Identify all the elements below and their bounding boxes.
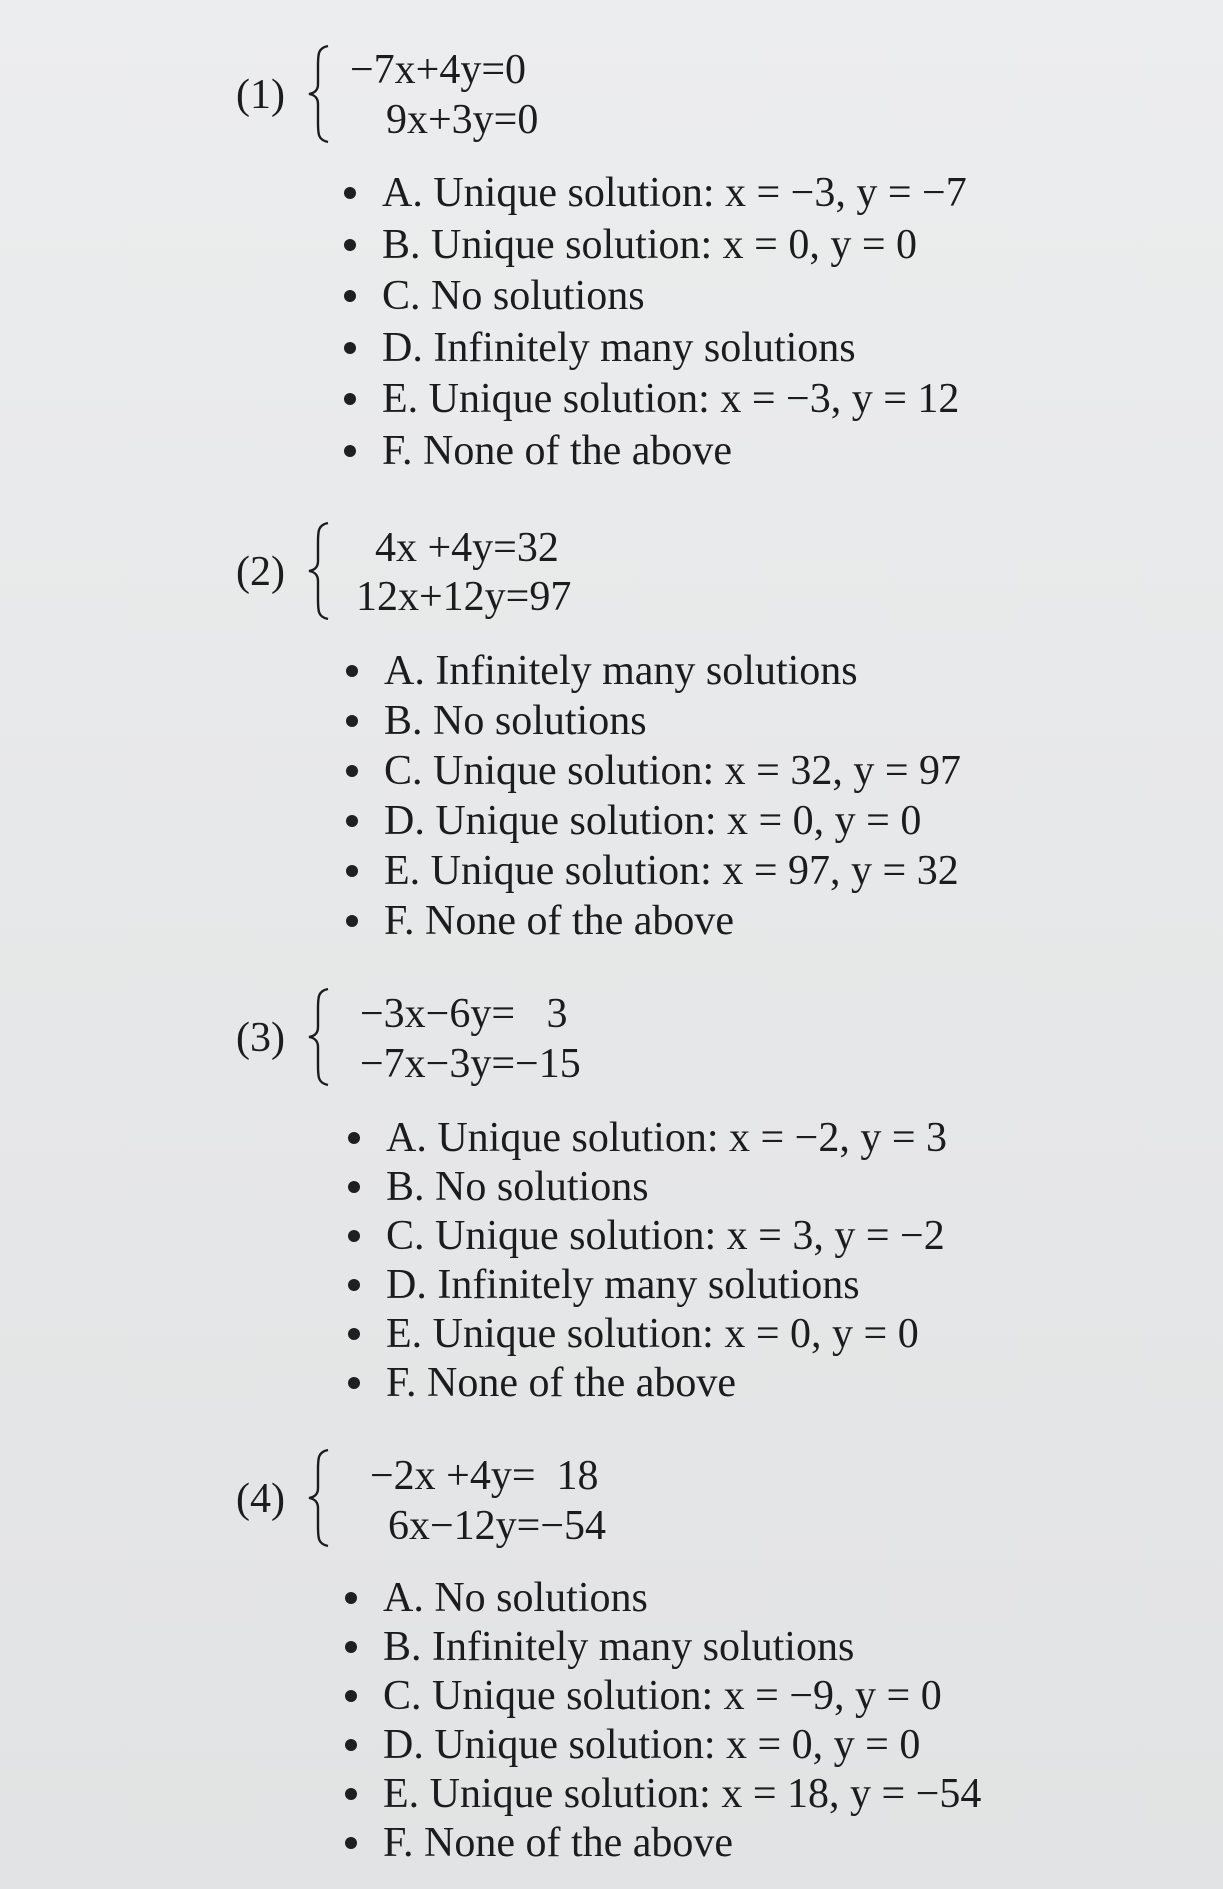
bullet-icon (345, 1641, 357, 1653)
bullet-icon (346, 715, 358, 727)
option-label: A. Unique solution: x = −3, y = −7 (382, 170, 967, 216)
bullet-icon (348, 1377, 360, 1389)
option-label: B. No solutions (386, 1164, 649, 1210)
equation-2: 12x+12y=97 (356, 574, 572, 620)
bullet-icon (348, 1181, 360, 1193)
option-label: D. Unique solution: x = 0, y = 0 (383, 1722, 921, 1768)
left-brace-icon (306, 521, 332, 621)
bullet-icon (345, 1592, 357, 1604)
bullet-icon (346, 765, 358, 777)
bullet-icon (344, 187, 356, 199)
bullet-icon (346, 665, 358, 677)
option-label: E. Unique solution: x = 0, y = 0 (386, 1311, 919, 1357)
bullet-icon (344, 239, 356, 251)
option-label: F. None of the above (386, 1360, 737, 1406)
problem-number: (2) (236, 549, 285, 595)
equation-1: −7x+4y=0 (350, 47, 527, 93)
option-label: B. Infinitely many solutions (383, 1624, 855, 1670)
option-label: F. None of the above (382, 428, 733, 474)
option-label: D. Infinitely many solutions (382, 325, 856, 371)
bullet-icon (346, 865, 358, 877)
left-brace-icon (306, 987, 332, 1087)
option-label: C. Unique solution: x = −9, y = 0 (383, 1673, 942, 1719)
bullet-icon (344, 445, 356, 457)
equation-2: 9x+3y=0 (386, 97, 539, 143)
bullet-icon (348, 1132, 360, 1144)
bullet-icon (345, 1837, 357, 1849)
bullet-icon (348, 1230, 360, 1242)
option-label: C. Unique solution: x = 32, y = 97 (384, 748, 962, 794)
bullet-icon (346, 815, 358, 827)
option-label: F. None of the above (384, 898, 735, 944)
equation-1: −2x +4y= 18 (370, 1453, 599, 1499)
bullet-icon (348, 1328, 360, 1340)
bullet-icon (344, 290, 356, 302)
option-label: E. Unique solution: x = −3, y = 12 (382, 376, 960, 422)
bullet-icon (345, 1739, 357, 1751)
bullet-icon (348, 1279, 360, 1291)
equation-2: −7x−3y=−15 (360, 1041, 581, 1087)
left-brace-icon (306, 44, 332, 144)
option-label: D. Unique solution: x = 0, y = 0 (384, 798, 922, 844)
bullet-icon (344, 393, 356, 405)
bullet-icon (345, 1690, 357, 1702)
equation-1: 4x +4y=32 (375, 525, 559, 571)
option-label: F. None of the above (383, 1820, 734, 1866)
option-label: A. Infinitely many solutions (384, 648, 858, 694)
option-label: E. Unique solution: x = 97, y = 32 (384, 848, 959, 894)
bullet-icon (346, 915, 358, 927)
bullet-icon (345, 1788, 357, 1800)
problem-number: (4) (236, 1476, 285, 1522)
option-label: C. No solutions (382, 273, 645, 319)
option-label: A. Unique solution: x = −2, y = 3 (386, 1115, 948, 1161)
option-label: E. Unique solution: x = 18, y = −54 (383, 1771, 982, 1817)
problem-number: (3) (236, 1015, 285, 1061)
equation-2: 6x−12y=−54 (388, 1503, 607, 1549)
option-label: D. Infinitely many solutions (386, 1262, 860, 1308)
left-brace-icon (306, 1448, 332, 1548)
option-label: C. Unique solution: x = 3, y = −2 (386, 1213, 945, 1259)
option-label: A. No solutions (383, 1575, 648, 1621)
equation-1: −3x−6y= 3 (360, 991, 568, 1037)
problem-number: (1) (236, 72, 285, 118)
option-label: B. Unique solution: x = 0, y = 0 (382, 222, 918, 268)
option-label: B. No solutions (384, 698, 647, 744)
bullet-icon (344, 342, 356, 354)
